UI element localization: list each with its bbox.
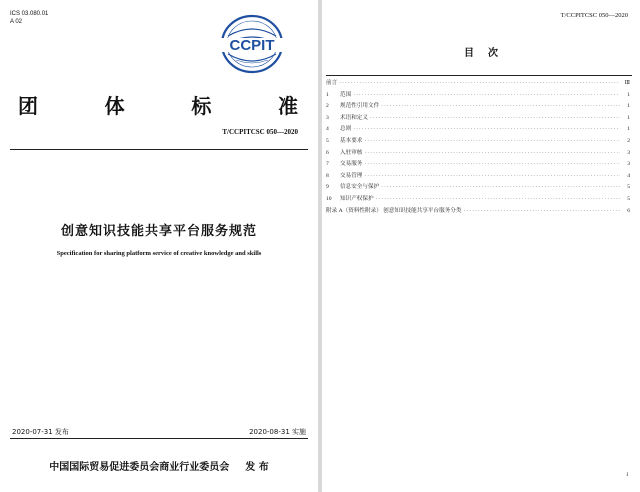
toc-entry-appendix[interactable] (326, 206, 630, 218)
toc-entry-label: 术语和定义 (340, 114, 368, 121)
toc-leader (381, 103, 620, 109)
standard-type (18, 90, 298, 119)
toc-entry-label: 入驻审核 (340, 149, 363, 156)
toc-entry-page: 1 (627, 114, 630, 121)
toc-entry[interactable] (326, 194, 630, 206)
toc-entry-page: 3 (627, 149, 630, 156)
toc-entry[interactable] (326, 101, 630, 113)
toc-leader (364, 173, 620, 179)
logo-text: CCPIT (229, 37, 275, 54)
toc-leader (353, 126, 620, 132)
publish-date: 2020-07-31 发布 (12, 428, 69, 436)
divider (326, 75, 632, 76)
publisher-name: 中国国际贸易促进委员会商业行业委员会 (49, 462, 230, 473)
standard-code: T/CCPITCSC 050—2020 (222, 128, 298, 136)
toc-entry-number: 5 (326, 137, 329, 144)
header-code: T/CCPITCSC 050—2020 (560, 12, 628, 19)
toc-leader (364, 161, 620, 167)
standard-type-char: 团 (18, 94, 38, 118)
title-english: Specification for sharing platform service of creative knowledge and skills (56, 250, 262, 257)
toc-leader (381, 184, 620, 190)
toc-entry[interactable] (326, 182, 630, 194)
toc-entry[interactable] (326, 159, 630, 171)
toc-leader (364, 138, 620, 144)
toc-entry-page: 1 (627, 103, 630, 110)
ics-code (10, 10, 48, 26)
table-of-contents (326, 78, 630, 217)
toc-entry-label: 总则 (340, 126, 352, 133)
toc-entry-number: 10 (326, 195, 332, 202)
toc-entry[interactable] (326, 124, 630, 136)
toc-entry-number: 4 (326, 126, 329, 133)
toc-entry-number: 7 (326, 161, 329, 168)
standard-type-char: 体 (104, 94, 125, 118)
divider (10, 438, 308, 439)
toc-entry-label: 范围 (340, 91, 352, 98)
toc-entry-label: 交易管理 (340, 172, 363, 179)
toc-entry[interactable] (326, 171, 630, 183)
toc-entry-number: 9 (326, 184, 329, 191)
toc-leader (370, 115, 620, 121)
toc-leader (339, 80, 620, 86)
toc-entry[interactable] (326, 136, 630, 148)
toc-leader (353, 92, 620, 98)
toc-entry-page: 6 (627, 207, 630, 214)
publisher-suffix: 发 布 (245, 462, 269, 473)
publisher (0, 458, 318, 473)
toc-page (322, 0, 640, 492)
toc-entry-label: 知识产权保护 (340, 195, 374, 202)
toc-entry-label: 规范性引用文件 (340, 103, 380, 110)
toc-leader (364, 150, 620, 156)
toc-title: 目次 (464, 48, 512, 59)
toc-entry-page: 5 (627, 195, 630, 202)
title-chinese: 创意知识技能共享平台服务规范 (60, 224, 257, 239)
toc-entry-label: 交易服务 (340, 161, 363, 168)
page-number: I (626, 473, 628, 478)
ics-line-2: A 02 (10, 19, 23, 25)
toc-entry-page: 4 (627, 172, 630, 179)
toc-entry-label: 基本要求 (340, 137, 363, 144)
toc-entry-page: 2 (627, 137, 630, 144)
toc-entry-page: 5 (627, 184, 630, 191)
toc-entry-page: 1 (627, 126, 630, 133)
toc-entry[interactable] (326, 90, 630, 102)
standard-type-char: 标 (191, 94, 212, 118)
toc-entry-page: 1 (627, 91, 630, 98)
toc-entry-label: 附录 A（资料性附录） 创意知识技能共享平台服务分类 (326, 207, 462, 214)
toc-entry-page: Ⅲ (624, 80, 630, 86)
divider (10, 149, 308, 150)
toc-entry-number: 1 (326, 91, 329, 98)
toc-entry[interactable] (326, 148, 630, 160)
toc-leader (464, 208, 621, 214)
cover-page (0, 0, 318, 492)
ccpit-logo (206, 14, 298, 78)
implement-date: 2020-08-31 实施 (249, 428, 306, 436)
ics-line-1: ICS 03.080.01 (10, 11, 49, 17)
toc-entry-label: 前言 (326, 80, 338, 86)
toc-leader (376, 196, 620, 202)
toc-entry-number: 2 (326, 103, 329, 110)
toc-entry-page: 3 (627, 161, 630, 168)
toc-entry-number: 3 (326, 114, 329, 121)
toc-entry-number: 8 (326, 172, 329, 179)
toc-entry[interactable] (326, 78, 630, 90)
toc-entry-number: 6 (326, 149, 329, 156)
toc-entry-label: 信息安全与保护 (340, 184, 380, 191)
standard-type-char: 准 (277, 94, 298, 118)
toc-entry[interactable] (326, 113, 630, 125)
